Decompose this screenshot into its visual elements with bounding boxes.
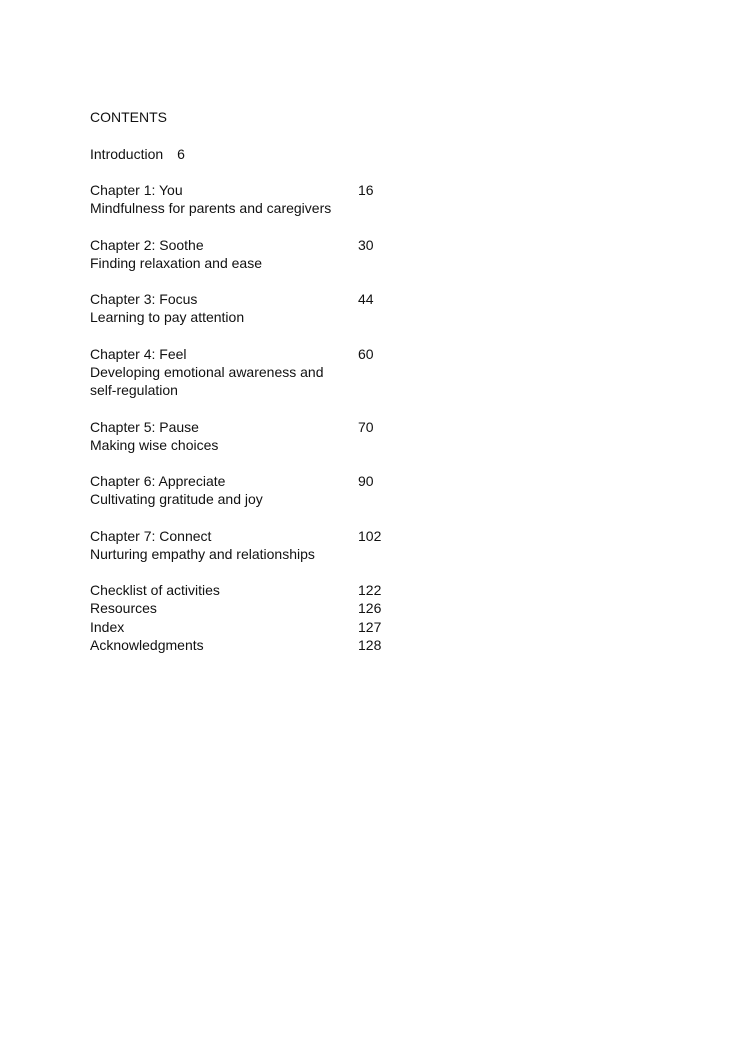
chapter-subtitle: Developing emotional awareness and self-regulation bbox=[90, 363, 324, 398]
toc-entry-label: Checklist of activities bbox=[90, 582, 220, 598]
toc-entry-chapter-2 bbox=[90, 236, 410, 273]
toc-page-number: 60 bbox=[358, 345, 374, 362]
toc-page-number: 127 bbox=[358, 618, 382, 635]
chapter-title: Chapter 6: Appreciate bbox=[90, 473, 226, 489]
toc-entry-chapter-7 bbox=[90, 527, 410, 564]
toc-entry-acknowledgments bbox=[90, 636, 410, 654]
chapter-subtitle: Mindfulness for parents and caregivers bbox=[90, 200, 332, 216]
chapter-subtitle: Finding relaxation and ease bbox=[90, 254, 263, 271]
toc-entry-checklist bbox=[90, 581, 410, 599]
chapter-subtitle: Learning to pay attention bbox=[90, 309, 245, 325]
toc-page-number: 16 bbox=[358, 182, 374, 198]
chapter-subtitle: Making wise choices bbox=[90, 436, 219, 453]
chapter-title: Chapter 7: Connect bbox=[90, 527, 212, 544]
toc-page-number: 70 bbox=[358, 418, 374, 435]
toc-entry-chapter-5 bbox=[90, 418, 410, 455]
toc-page-number: 30 bbox=[358, 236, 374, 253]
toc-entry-chapter-6 bbox=[90, 472, 410, 509]
chapter-subtitle: Nurturing empathy and relationships bbox=[90, 545, 315, 562]
chapter-title: Chapter 1: You bbox=[90, 182, 183, 198]
toc-entry-introduction bbox=[90, 145, 410, 163]
toc-page-number: 102 bbox=[358, 527, 382, 544]
chapter-subtitle: Cultivating gratitude and joy bbox=[90, 491, 263, 507]
chapter-title: Chapter 2: Soothe bbox=[90, 236, 204, 253]
toc-page-number: 126 bbox=[358, 600, 382, 617]
toc-entry-label: Resources bbox=[90, 600, 157, 617]
toc-entry-label: Index bbox=[90, 618, 125, 635]
toc-page-number: 6 bbox=[177, 146, 185, 162]
toc-page-number: 122 bbox=[358, 582, 382, 598]
toc-entry-chapter-4 bbox=[90, 345, 410, 400]
toc-entry-label: Introduction bbox=[90, 146, 164, 162]
toc-entry-chapter-3 bbox=[90, 290, 410, 327]
toc-page-number: 128 bbox=[358, 636, 382, 653]
chapter-title: Chapter 3: Focus bbox=[90, 291, 198, 307]
backmatter-list bbox=[90, 581, 410, 654]
toc-entry-label: Acknowledgments bbox=[90, 636, 204, 653]
chapter-title: Chapter 5: Pause bbox=[90, 418, 199, 435]
toc-page-number: 90 bbox=[358, 473, 374, 489]
table-of-contents bbox=[90, 108, 410, 654]
contents-heading: CONTENTS bbox=[90, 109, 167, 125]
chapter-list bbox=[90, 181, 410, 563]
chapter-title: Chapter 4: Feel bbox=[90, 345, 187, 362]
toc-entry-chapter-1 bbox=[90, 181, 410, 218]
toc-entry-index bbox=[90, 618, 410, 636]
toc-page-number: 44 bbox=[358, 291, 374, 307]
toc-entry-resources bbox=[90, 599, 410, 617]
